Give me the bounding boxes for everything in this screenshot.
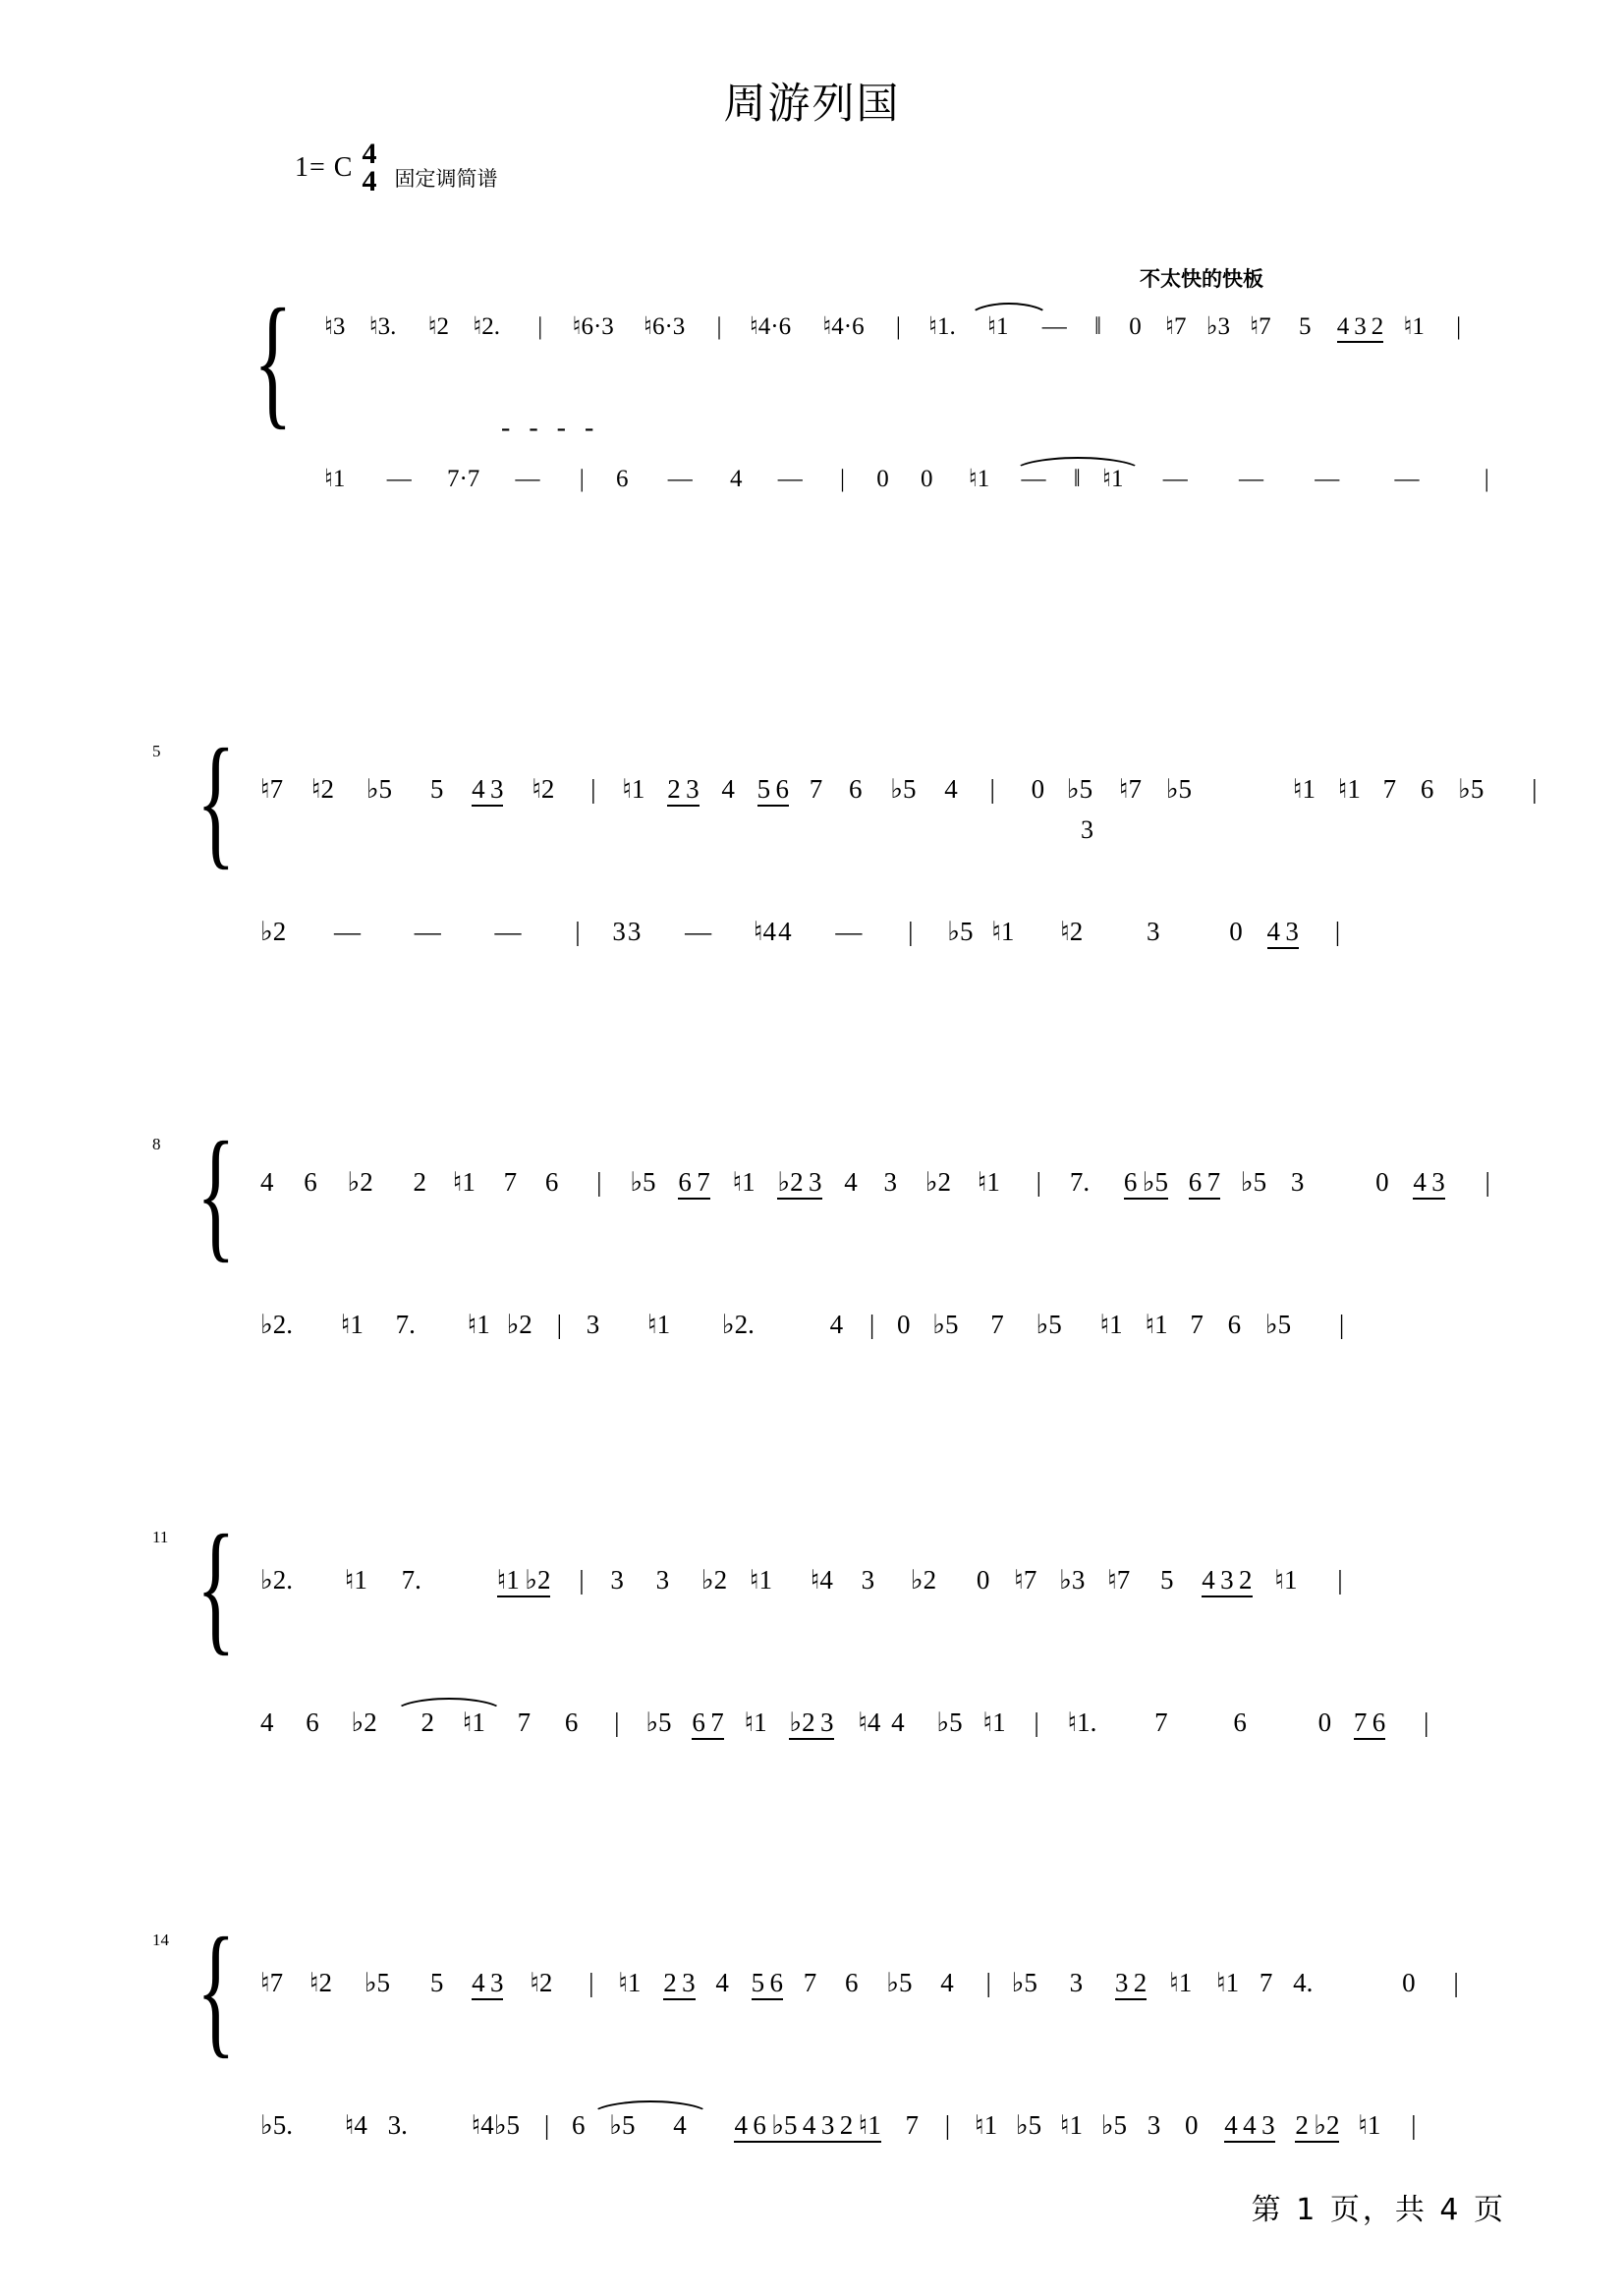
slur-mark xyxy=(393,1698,505,1713)
slur-mark xyxy=(1012,457,1144,473)
system-2-treble: ♮7 ♮2 ♭5 5 4 3 ♮2 | ♮1 2 3 4 5 6 7 6 ♭5 4 | 0 ♭5 ♮7 ♭5 ♮1 ♮1 7 6 ♭5 | xyxy=(260,776,1538,803)
system-3 xyxy=(0,1112,1624,1395)
system-1-bass: ♮1 — 7·7 — | 6 — 4 — | 0 0 ♮1 — ‖ ♮1 — — — — | xyxy=(324,466,1489,492)
measure-number: 8 xyxy=(152,1135,161,1153)
grand-staff-brace: { xyxy=(253,279,293,442)
notation-note: 固定调简谱 xyxy=(394,167,498,192)
key-meter-block xyxy=(295,140,497,195)
system-4 xyxy=(0,1505,1624,1798)
slur-mark xyxy=(589,2100,711,2116)
grand-staff-brace: { xyxy=(196,1505,236,1668)
triplet-marker: 3 xyxy=(1081,815,1093,844)
tempo-marking: 不太快的快板 xyxy=(1140,267,1263,291)
system-2 xyxy=(0,719,1624,1002)
dash-marks: - - - - xyxy=(501,413,600,443)
grand-staff-brace: { xyxy=(196,1112,236,1275)
system-3-bass: ♭2. ♮1 7. ♮1 ♭2 | 3 ♮1 ♭2. 4 | 0 ♭5 7 ♭5 ♮1 ♮1 7 6 ♭5 | xyxy=(260,1310,1345,1339)
system-5-bass: ♭5. ♮4 3. ♮4♭5 | 6 ♭5 4 4 6 ♭5 4 3 2 ♮1 7 | ♮1 ♭5 ♮1 ♭5 3 0 4 4 3 2 ♭2 ♮1 | xyxy=(260,2112,1417,2139)
meter-top: 4 xyxy=(362,138,377,170)
system-4-bass: 4 6 ♭2 2 ♮1 7 6 | ♭5 6 7 ♮1 ♭2 3 ♮4 4 ♭5 ♮1 | ♮1. 7 6 0 7 6 | xyxy=(260,1709,1428,1736)
system-3-treble: 4 6 ♭2 2 ♮1 7 6 | ♭5 6 7 ♮1 ♭2 3 4 3 ♭2 ♮1 | 7. 6 ♭5 6 7 ♭5 3 0 4 3 | xyxy=(260,1169,1490,1196)
measure-number: 11 xyxy=(152,1528,169,1546)
system-5 xyxy=(0,1908,1624,2201)
grand-staff-brace: { xyxy=(196,719,236,882)
grand-staff-brace: { xyxy=(196,1908,236,2071)
meter-bottom: 4 xyxy=(362,164,377,197)
system-1-treble: ♮3 ♮3. ♮2 ♮2. | ♮6·3 ♮6·3 | ♮4·6 ♮4·6 | ♮1. ♮1 — ‖ 0 ♮7 ♭3 ♮7 5 4 3 2 ♮1 | xyxy=(324,314,1461,339)
measure-number: 5 xyxy=(152,742,161,760)
time-signature xyxy=(362,140,376,195)
system-4-treble: ♭2. ♮1 7. ♮1 ♭2 | 3 3 ♭2 ♮1 ♮4 3 ♭2 0 ♮7 ♭3 ♮7 5 4 3 2 ♮1 | xyxy=(260,1567,1343,1594)
measure-number: 14 xyxy=(152,1931,169,1949)
system-2-bass: ♭2 — — — | 33 — ♮44 — | ♭5 ♮1 ♮2 3 0 4 3 | xyxy=(260,919,1340,945)
page-title: 周游列国 xyxy=(723,80,901,129)
key-signature: 1= C xyxy=(295,151,354,183)
system-5-treble: ♮7 ♮2 ♭5 5 4 3 ♮2 | ♮1 2 3 4 5 6 7 6 ♭5 4 | ♭5 3 3 2 ♮1 ♮1 7 4. 0 | xyxy=(260,1970,1459,1996)
slur-mark xyxy=(968,303,1050,318)
page-footer: 第 1 页，共 4 页 xyxy=(1251,2193,1506,2227)
